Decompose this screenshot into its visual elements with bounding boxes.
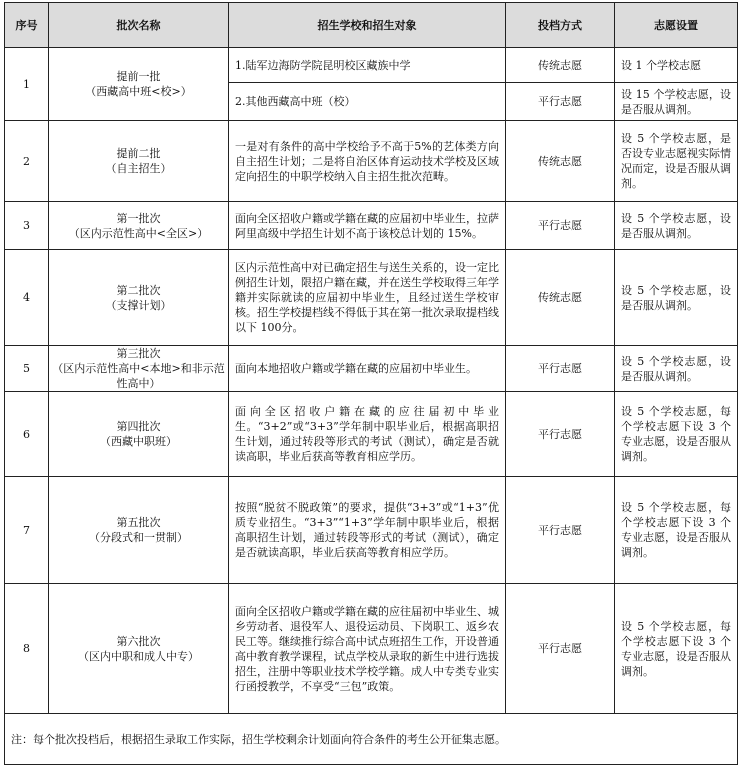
volunteer-cell: 设 5 个学校志愿，是否设专业志愿视实际情况而定，设是否服从调剂。 bbox=[615, 121, 738, 202]
volunteer-cell: 设 5 个学校志愿，每个学校志愿下设 3 个专业志愿，设是否服从调剂。 bbox=[615, 584, 738, 714]
header-no: 序号 bbox=[5, 3, 49, 48]
row-number: 5 bbox=[5, 346, 49, 392]
batch-subtitle: （支撑计划） bbox=[105, 298, 172, 312]
volunteer-cell: 设 5 个学校志愿，每个学校志愿下设 3 个专业志愿，设是否服从调剂。 bbox=[615, 392, 738, 477]
batch-name: 第二批次 bbox=[116, 283, 161, 297]
batch-name-cell bbox=[49, 392, 229, 477]
batch-name-cell bbox=[49, 346, 229, 392]
batch-name: 第四批次 bbox=[116, 420, 161, 433]
table-row bbox=[5, 48, 738, 83]
table-row bbox=[5, 121, 738, 202]
batch-subtitle: （自主招生） bbox=[105, 162, 172, 175]
volunteer-cell: 设 5 个学校志愿，每个学校志愿下设 3 个专业志愿，设是否服从调剂。 bbox=[615, 477, 738, 584]
target-cell: 面向本地招收户籍或学籍在藏的应届初中毕业生。 bbox=[229, 346, 506, 392]
method-cell: 平行志愿 bbox=[506, 83, 615, 121]
table-note: 注：每个批次投档后，根据招生录取工作实际，招生学校剩余计划面向符合条件的考生公开征集志愿。 bbox=[5, 714, 738, 765]
batch-name: 第三批次 bbox=[116, 347, 161, 360]
row-number: 2 bbox=[5, 121, 49, 202]
admission-batch-table bbox=[4, 2, 738, 765]
batch-name-cell bbox=[49, 584, 229, 714]
row-number: 3 bbox=[5, 202, 49, 250]
batch-name: 第六批次 bbox=[116, 634, 161, 648]
method-cell: 传统志愿 bbox=[506, 250, 615, 346]
batch-name: 提前二批 bbox=[116, 147, 161, 160]
target-cell: 面向全区招收户籍或学籍在藏的应届初中毕业生，拉萨阿里高级中学招生计划不高于该校总计划的 15%。 bbox=[229, 202, 506, 250]
method-cell: 平行志愿 bbox=[506, 346, 615, 392]
batch-name-cell bbox=[49, 202, 229, 250]
volunteer-cell: 设 1 个学校志愿 bbox=[615, 48, 738, 83]
target-cell: 2.其他西藏高中班（校） bbox=[229, 83, 506, 121]
method-cell: 平行志愿 bbox=[506, 584, 615, 714]
batch-name-cell bbox=[49, 121, 229, 202]
header-target: 招生学校和招生对象 bbox=[229, 3, 506, 48]
row-number: 4 bbox=[5, 250, 49, 346]
header-volunteer: 志愿设置 bbox=[615, 3, 738, 48]
target-cell: 一是对有条件的高中学校给予不高于5%的艺体类方向自主招生计划；二是将自治区体育运动技术学校及区域定向招生的中职学校纳入自主招生批次范畴。 bbox=[229, 121, 506, 202]
target-cell: 区内示范性高中对已确定招生与送生关系的，设一定比例招生计划，限招户籍在藏，并在送生学校取得三年学籍并实际就读的应届初中毕业生，且经过送生学校审核。招生学校提档线不得低于其在第一批次录取提档线以下 100分。 bbox=[229, 250, 506, 346]
row-number: 1 bbox=[5, 48, 49, 121]
target-cell: 按照“脱贫不脱政策”的要求，提供“3+3”或“1+3”优质专业招生。“3+3”“1+3”学年制中职毕业后，根据高职招生计划，通过转段等形式的考试（测试），确定是否就读高职，毕业后获高等教育相应学历。 bbox=[229, 477, 506, 584]
batch-subtitle: （区内中职和成人中专） bbox=[78, 649, 199, 663]
target-cell: 1.陆军边海防学院昆明校区藏族中学 bbox=[229, 48, 506, 83]
batch-name-cell bbox=[49, 48, 229, 121]
header-batch-name: 批次名称 bbox=[49, 3, 229, 48]
batch-subtitle: （分段式和一贯制） bbox=[89, 531, 188, 544]
note-row bbox=[5, 714, 738, 765]
batch-name: 第一批次 bbox=[116, 211, 161, 225]
target-cell: 面向全区招收户籍或学籍在藏的应往届初中毕业生、城乡劳动者、退役军人、退役运动员、下岗职工、返乡农民工等。继续推行综合高中试点班招生工作，开设普通高中教育教学课程，试点学校从录取的新生中进行选拔招生，注册中等职业技术学校学籍。成人中专类专业实行函授教学，不享受“三包”政策。 bbox=[229, 584, 506, 714]
table-row bbox=[5, 250, 738, 346]
volunteer-cell: 设 15 个学校志愿，设是否服从调剂。 bbox=[615, 83, 738, 121]
method-cell: 传统志愿 bbox=[506, 48, 615, 83]
batch-subtitle: （区内示范性高中<全区>） bbox=[68, 226, 209, 240]
method-cell: 平行志愿 bbox=[506, 477, 615, 584]
batch-subtitle: （西藏高中班<校>） bbox=[85, 85, 192, 98]
volunteer-cell: 设 5 个学校志愿，设是否服从调剂。 bbox=[615, 346, 738, 392]
table-row bbox=[5, 392, 738, 477]
batch-subtitle: （区内示范性高中<本地>和非示范性高中） bbox=[52, 362, 225, 390]
method-cell: 平行志愿 bbox=[506, 202, 615, 250]
batch-name: 第五批次 bbox=[116, 516, 161, 529]
batch-name-cell bbox=[49, 250, 229, 346]
target-cell: 面向全区招收户籍在藏的应往届初中毕业生。“3+2”或“3+3”学年制中职毕业后，根据高职招生计划，通过转段等形式的考试（测试），确定是否就读高职，毕业后获高等教育相应学历。 bbox=[229, 392, 506, 477]
volunteer-cell: 设 5 个学校志愿，设是否服从调剂。 bbox=[615, 250, 738, 346]
header-row bbox=[5, 3, 738, 48]
header-method: 投档方式 bbox=[506, 3, 615, 48]
row-number: 8 bbox=[5, 584, 49, 714]
row-number: 6 bbox=[5, 392, 49, 477]
table-row bbox=[5, 202, 738, 250]
table-row bbox=[5, 477, 738, 584]
row-number: 7 bbox=[5, 477, 49, 584]
volunteer-cell: 设 5 个学校志愿，设是否服从调剂。 bbox=[615, 202, 738, 250]
table-row bbox=[5, 346, 738, 392]
method-cell: 传统志愿 bbox=[506, 121, 615, 202]
batch-subtitle: （西藏中职班） bbox=[100, 435, 177, 448]
table-row bbox=[5, 584, 738, 714]
batch-name-cell bbox=[49, 477, 229, 584]
method-cell: 平行志愿 bbox=[506, 392, 615, 477]
batch-name: 提前一批 bbox=[116, 70, 161, 83]
